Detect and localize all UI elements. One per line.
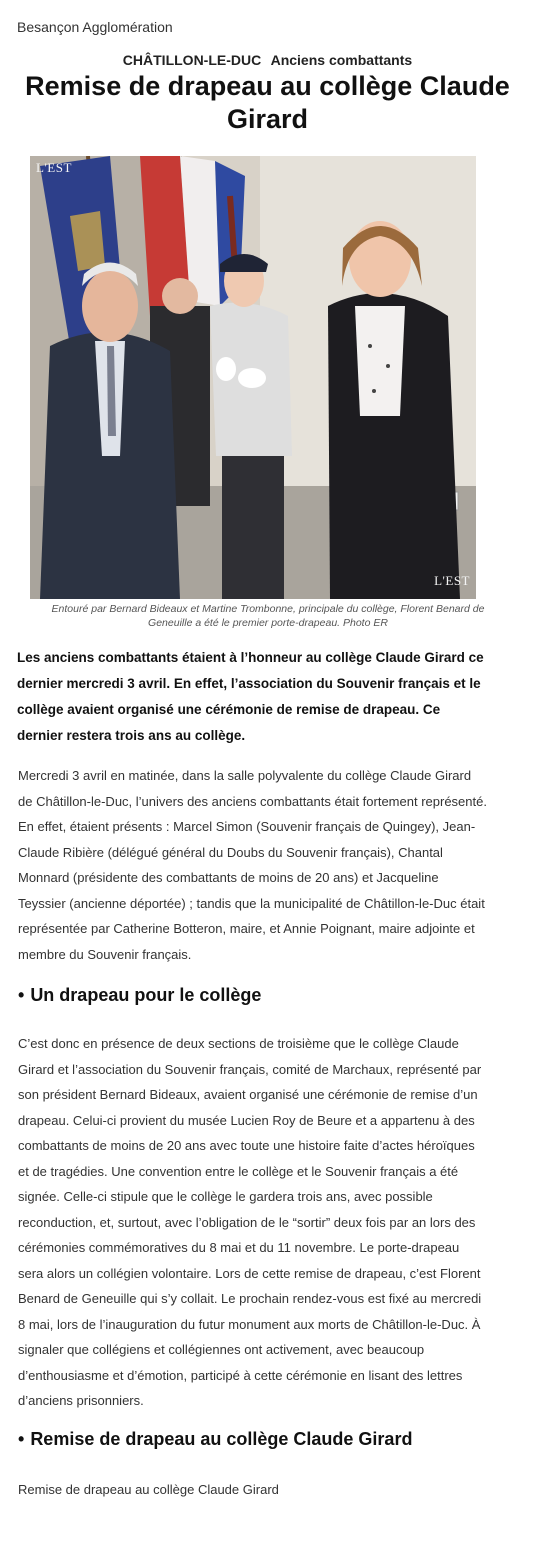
kicker-place: CHÂTILLON-LE-DUC bbox=[122, 52, 262, 68]
photo-watermark-bottom: L'EST bbox=[434, 573, 470, 588]
article-paragraph: Mercredi 3 avril en matinée, dans la salle polyvalente du collège Claude Girard de Châtillon-le-Duc, l’univers des anciens combattants était fortement représenté. En effet, étaient présents : Marcel Simon (Souvenir français de Quingey), Jean-Claude Ribière (délégué général du Doubs du Souvenir français), Chantal Monnard (présidente des combattants de moins de 20 ans) et Jacqueline Teyssier (ancienne déportée) ; tandis que la municipalité de Châtillon-le-Duc était représentée par Catherine Botteron, maire, et Annie Poignant, maire adjointe et membre du Souvenir français. bbox=[18, 768, 487, 962]
bullet-icon: • bbox=[18, 1429, 25, 1449]
bullet-icon: • bbox=[18, 985, 25, 1005]
article-subheading bbox=[18, 985, 498, 1006]
article-lede: Les anciens combattants étaient à l’honneur au collège Claude Girard ce dernier mercredi 3 avril. En effet, l’association du Souvenir français et le collège avaient organisé une cérémonie de remise de drapeau. Ce dernier restera trois ans au collège. bbox=[17, 650, 484, 743]
article-paragraph: C’est donc en présence de deux sections de troisième que le collège Claude Girard et l’association du Souvenir français, comité de Marchaux, représenté par son président Bernard Bideaux, avaient organisé une cérémonie de remise d’un drapeau. Celui-ci provient du musée Lucien Roy de Beure et a appartenu à des combattants de moins de 20 ans avec toute une histoire faite d’actes héroïques et de tragédies. Une convention entre le collège et le Souvenir français a été signée. Celle-ci stipule que le collège le gardera trois ans, avec possible reconduction, et, surtout, avec l’obligation de le “sortir” deux fois par an lors des cérémonies commémoratives du 8 mai et du 11 novembre. Le porte-drapeau sera alors un collégien volontaire. Lors de cette remise de drapeau, c’est Florent Benard de Geneuille qui s’y collait. Le prochain rendez-vous est fixé au mercredi 8 mai, lors de l’inauguration du futur monument aux morts de Châtillon-le-Duc. À signaler que collégiens et collégiennes ont activement, avec beaucoup d’enthousiasme et d’émotion, participé à cette cérémonie en lisant des lettres d’anciens prisonniers. bbox=[18, 1036, 482, 1408]
photo-caption: Entouré par Bernard Bideaux et Martine Trombonne, principale du collège, Florent Benard de Geneuille a été le premier porte-drapeau. Photo ER bbox=[51, 603, 485, 629]
article-headline: Remise de drapeau au collège Claude Girard bbox=[25, 71, 510, 134]
article-paragraph: Remise de drapeau au collège Claude Girard bbox=[18, 1482, 279, 1497]
subheading-text: Un drapeau pour le collège bbox=[30, 985, 262, 1005]
photo-watermark: L'EST bbox=[36, 160, 72, 175]
subheading-text: Remise de drapeau au collège Claude Girard bbox=[30, 1429, 413, 1449]
article-subheading bbox=[18, 1429, 498, 1450]
article-kicker bbox=[0, 52, 535, 68]
article-photo bbox=[30, 156, 476, 599]
photo-illustration bbox=[30, 156, 476, 599]
kicker-topic: Anciens combattants bbox=[270, 52, 413, 68]
section-label[interactable]: Besançon Agglomération bbox=[17, 19, 173, 35]
